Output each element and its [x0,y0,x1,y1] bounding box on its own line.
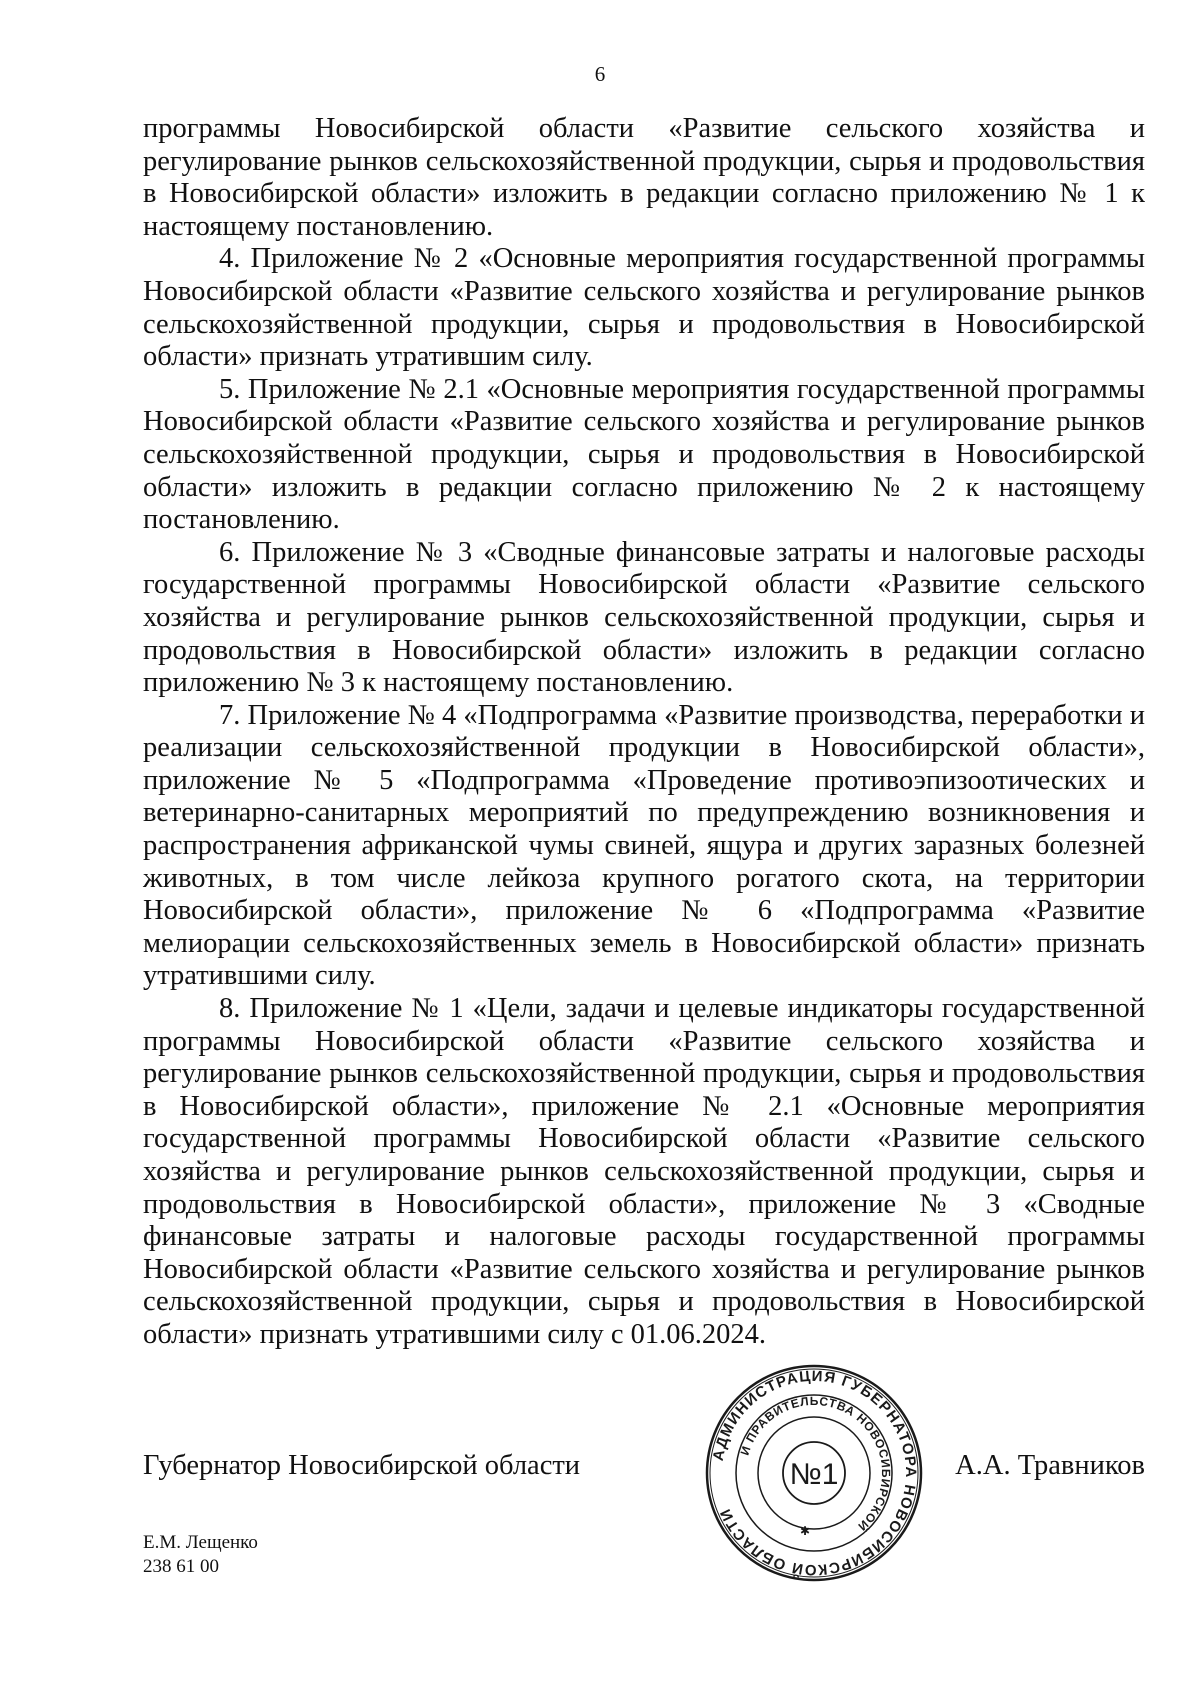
paragraph-item-5: 5. Приложение № 2.1 «Основные мероприятия государственной программы Новосибирской области «Развитие сельского хозяйства и регулирование рынков сельскохозяйственной продукции, сырья и продовольствия в Новосибирской области» изложить в редакции согласно приложению № 2 к настоящему постановлению. [143,373,1145,536]
page-number: 6 [594,62,606,86]
paragraph-item-8: 8. Приложение № 1 «Цели, задачи и целевые индикаторы государственной программы Новосибирской области «Развитие сельского хозяйства и регулирование рынков сельскохозяйственной продукции, сырья и продовольствия в Новосибирской области», приложение № 2.1 «Основные мероприятия государственной программы Новосибирской области «Развитие сельского хозяйства и регулирование рынков сельскохозяйственной продукции, сырья и продовольствия в Новосибирской области», приложение № 3 «Сводные финансовые затраты и налоговые расходы государственной программы Новосибирской области «Развитие сельского хозяйства и регулирование рынков сельскохозяйственной продукции, сырья и продовольствия в Новосибирской области» признать утратившими силу с 01.06.2024. [143,993,1145,1350]
paragraph-item-6: 6. Приложение № 3 «Сводные финансовые затраты и налоговые расходы государственной программы Новосибирской области «Развитие сельского хозяйства и регулирование рынков сельскохозяйственной продукции, сырья и продовольствия в Новосибирской области» изложить в редакции согласно приложению № 3 к настоящему постановлению. [143,536,1145,699]
seal-graphic [704,1363,924,1583]
seal-inner-text: И ПРАВИТЕЛЬСТВА НОВОСИБИРСКОЙ [737,1393,894,1535]
signature-block [143,1450,1145,1490]
signatory-name: А.А. Травников [955,1450,1145,1481]
svg-text:✱: ✱ [800,1524,811,1538]
signatory-position: Губернатор Новосибирской области [143,1450,581,1481]
official-seal-stamp [704,1363,924,1583]
executor-info [143,1531,258,1579]
executor-name: Е.М. Лещенко [143,1532,258,1553]
paragraph-item-7: 7. Приложение № 4 «Подпрограмма «Развитие производства, переработки и реализации сельскохозяйственной продукции в Новосибирской области», приложение № 5 «Подпрограмма «Проведение противоэпизоотических и ветеринарно-санитарных мероприятий по предупреждению возникновения и распространения африканской чумы свиней, ящура и других заразных болезней животных, в том числе лейкоза крупного рогатого скота, на территории Новосибирской области», приложение № 6 «Подпрограмма «Развитие мелиорации сельскохозяйственных земель в Новосибирской области» признать утратившими силу. [143,699,1145,992]
document-body [143,113,1145,1352]
seal-outer-text: АДМИНИСТРАЦИЯ ГУБЕРНАТОРА НОВОСИБИРСКОЙ ОБЛАСТИ [709,1367,920,1579]
executor-phone: 238 61 00 [143,1556,219,1577]
paragraph-continuation: программы Новосибирской области «Развитие сельского хозяйства и регулирование рынков сельскохозяйственной продукции, сырья и продовольствия в Новосибирской области» изложить в редакции согласно приложению № 1 к настоящему постановлению. [143,113,1145,242]
paragraph-item-4: 4. Приложение № 2 «Основные мероприятия государственной программы Новосибирской области «Развитие сельского хозяйства и регулирование рынков сельскохозяйственной продукции, сырья и продовольствия в Новосибирской области» признать утратившим силу. [143,243,1145,373]
seal-center-number: №1 [789,1458,839,1491]
